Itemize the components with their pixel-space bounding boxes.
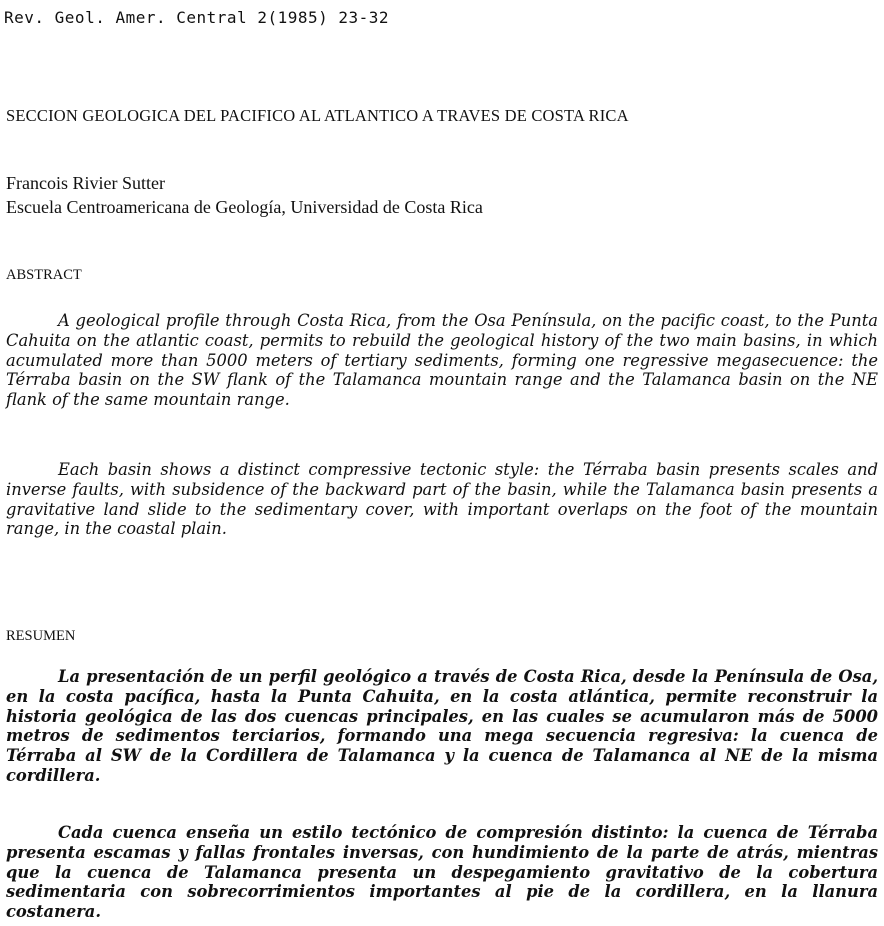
author-block (6, 171, 483, 219)
article-title: SECCION GEOLOGICA DEL PACIFICO AL ATLANTICO A TRAVES DE COSTA RICA (6, 106, 629, 125)
abstract-heading: ABSTRACT (6, 267, 82, 283)
abstract-paragraph: Each basin shows a distinct compressive tectonic style: the Térraba basin presents scales and inverse faults, with subsidence of the backward part of the basin, while the Talamanca basin presents a gravitative land slide to the sedimentary cover, with important overlaps on the foot of the mountain range, in the coastal plain. (6, 460, 878, 539)
journal-reference: Rev. Geol. Amer. Central 2(1985) 23-32 (4, 8, 390, 27)
abstract-paragraph: A geological profile through Costa Rica, from the Osa Península, on the pacific coast, to the Punta Cahuita on the atlantic coast, permits to rebuild the geological history of the two main basins, in which acumulated more than 5000 meters of tertiary sediments, forming one regressive megasecuence: the Térraba basin on the SW flank of the Talamanca mountain range and the Talamanca basin on the NE flank of the same mountain range. (6, 311, 878, 410)
resumen-paragraph: Cada cuenca enseña un estilo tectónico de compresión distinto: la cuenca de Térraba presenta escamas y fallas frontales inversas, con hundimiento de la parte de atrás, mientras que la cuenca de Talamanca presenta un despegamiento gravitativo de la cobertura sedimentaria con sobrecorrimientos importantes al pie de la cordillera, en la llanura costanera. (6, 823, 878, 922)
resumen-heading: RESUMEN (6, 628, 76, 644)
resumen-paragraph: La presentación de un perfil geológico a través de Costa Rica, desde la Península de Osa, en la costa pacífica, hasta la Punta Cahuita, en la costa atlántica, permite reconstruir la historia geológica de las dos cuencas principales, en las cuales se acumularon más de 5000 metros de sedimentos terciarios, formando una mega secuencia regresiva: la cuenca de Térraba al SW de la Cordillera de Talamanca y la cuenca de Talamanca al NE de la misma cordillera. (6, 667, 878, 785)
author-name: Francois Rivier Sutter (6, 173, 165, 193)
author-affiliation: Escuela Centroamericana de Geología, Universidad de Costa Rica (6, 197, 483, 217)
